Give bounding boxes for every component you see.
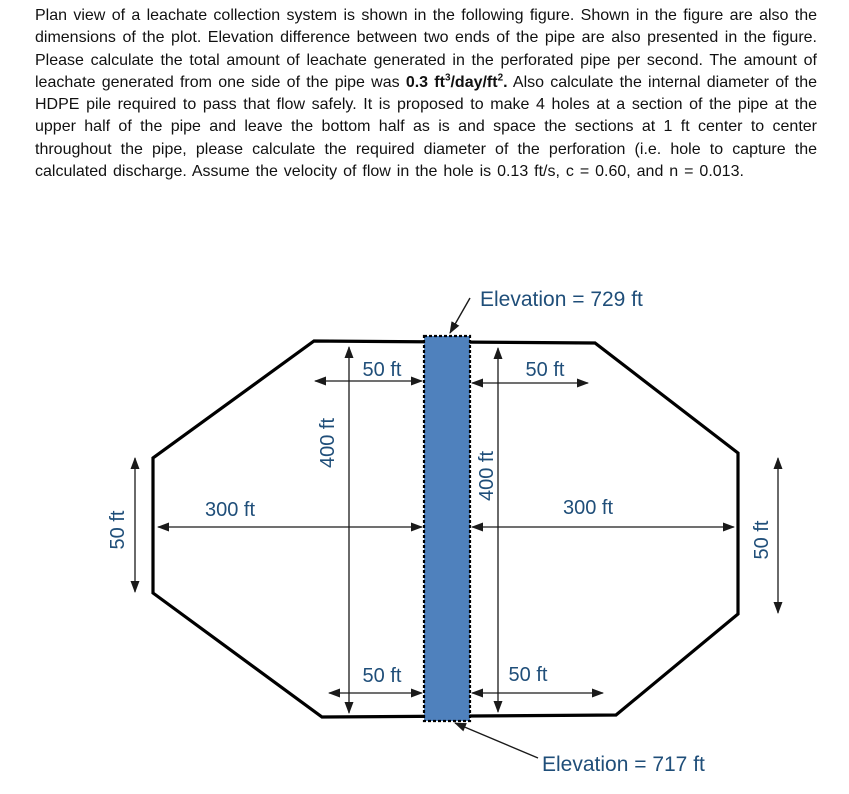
- problem-text-part1: Plan view of a leachate collection system is shown in the following figure. Shown in the figure are also the dimensions of the plot. Elevation difference between two ends of the pipe are also presented in the figure. Please calculate the total amount of leachate generated in the perforated pipe per second. The amount of leachate generated from one side of the pipe was: [35, 7, 817, 91]
- dim-label-left-300: 300 ft: [204, 499, 256, 521]
- elevation-top-leader-arrow: [450, 298, 470, 333]
- elevation-top-label: Elevation = 729 ft: [480, 288, 643, 311]
- dim-label-bottom-right-50: 50 ft: [508, 664, 548, 686]
- dim-label-right-400: 400 ft: [476, 450, 498, 502]
- dim-label-top-left-50: 50 ft: [362, 359, 402, 381]
- dim-label-top-right-50: 50 ft: [525, 359, 565, 381]
- perforated-pipe: [424, 336, 470, 721]
- problem-text-part2: Also calculate the internal diameter of the HDPE pile required to pass that flow safely. It is proposed to make 4 holes at a section of the pipe at the upper half of the pipe and leave the bottom half as is and space the sections at 1 ft center to center throughout the pipe, please calculate the required diameter of the perforation (i.e. hole to capture the calculated discharge. Assume the velocity of flow in the hole is 0.13 ft/s, c = 0.60, and n = 0.013.: [35, 73, 818, 181]
- dim-label-bottom-left-50: 50 ft: [362, 665, 402, 687]
- dim-label-right-side-50: 50 ft: [751, 520, 773, 560]
- elevation-bottom-leader-arrow: [455, 723, 538, 758]
- superscript-3: 3: [444, 72, 451, 84]
- problem-text-bold-rate: 0.3 $ft^3/day/ft^2$.: [405, 72, 508, 91]
- dim-label-left-side-50: 50 ft: [107, 510, 129, 550]
- dim-label-right-300: 300 ft: [562, 497, 614, 519]
- dim-label-left-400: 400 ft: [317, 417, 339, 469]
- superscript-2: 2: [497, 72, 504, 84]
- elevation-bottom-label: Elevation = 717 ft: [542, 753, 705, 776]
